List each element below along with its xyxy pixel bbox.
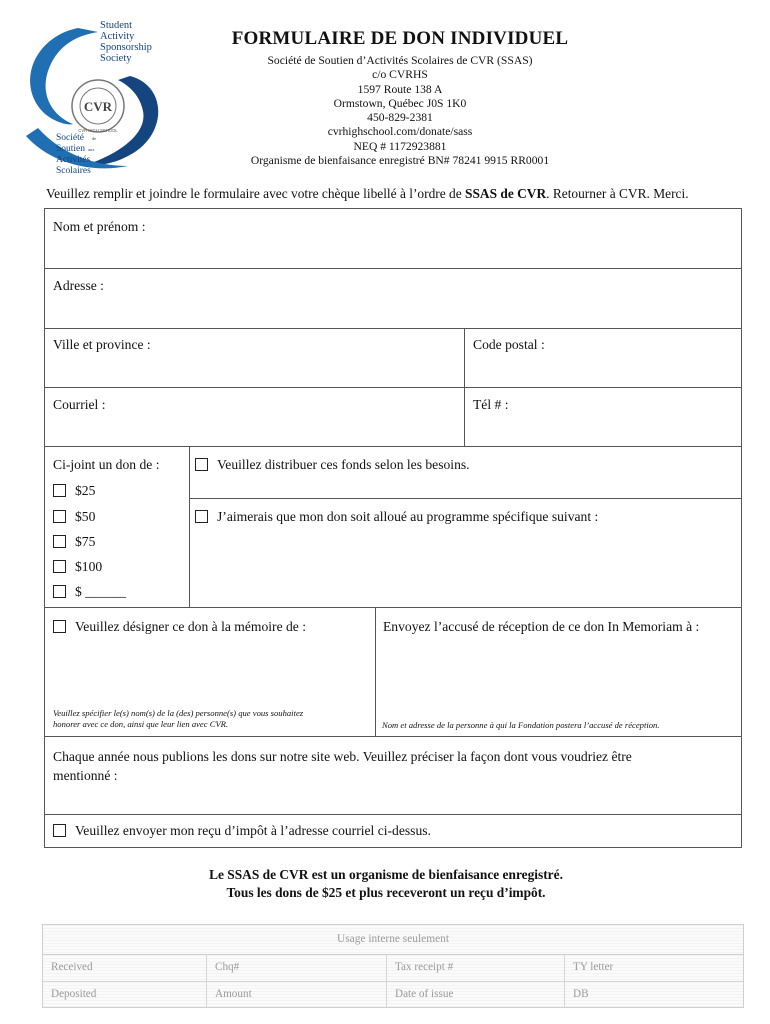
logo-word-fr-1: Société: [56, 133, 84, 143]
table-cell: TY letter: [573, 961, 614, 973]
amount-other-option[interactable]: $ ______: [53, 584, 126, 600]
amount-25-option[interactable]: $25: [53, 483, 95, 499]
phone-field[interactable]: [464, 387, 742, 447]
receipt-section: [44, 814, 742, 848]
in-memory-option[interactable]: Veuillez désigner ce don à la mémoire de :: [53, 619, 306, 635]
logo-small-aux: aux: [88, 147, 95, 152]
org-phone: 450-829-2381: [367, 111, 433, 125]
table-cell: Date of issue: [387, 981, 565, 1008]
checkbox[interactable]: [53, 535, 66, 548]
table-cell: Received: [43, 954, 207, 981]
checkbox[interactable]: [53, 824, 66, 837]
table-row: [43, 954, 743, 982]
amount-75-option[interactable]: $75: [53, 534, 95, 550]
instructions: Veuillez remplir et joindre le formulaire avec votre chèque libellé à l’ordre de SSAS de CVR. Retourner à CVR. Merci.: [46, 186, 689, 201]
table-cell: DB: [573, 988, 589, 1000]
phone-label: Tél # :: [473, 397, 509, 412]
logo-center-text: CVR: [83, 99, 113, 114]
postal-code-field[interactable]: [464, 328, 742, 388]
org-care-of: c/o CVRHS: [372, 68, 428, 82]
name-label: Nom et prénom :: [53, 219, 146, 234]
in-memory-section[interactable]: [44, 607, 376, 737]
donation-label: Ci-joint un don de :: [53, 457, 160, 472]
checkbox[interactable]: [195, 458, 208, 471]
charity-notice: [46, 866, 726, 902]
org-neq: NEQ # 1172923881: [353, 139, 447, 153]
publication-preference-field[interactable]: [44, 736, 742, 815]
org-name: Société de Soutien d’Activités Scolaires de CVR (SSAS): [267, 54, 533, 67]
form-title: FORMULAIRE DE DON INDIVIDUEL: [231, 28, 569, 49]
form-header: [190, 28, 610, 168]
distribute-option[interactable]: Veuillez distribuer ces fonds selon les besoins.: [195, 457, 470, 473]
donation-amount-section: [44, 446, 190, 608]
checkbox[interactable]: [53, 585, 66, 598]
table-cell: Deposited: [43, 981, 207, 1008]
checkbox[interactable]: [53, 484, 66, 497]
amount-100-option[interactable]: $100: [53, 559, 102, 575]
address-field[interactable]: [44, 268, 742, 329]
name-field[interactable]: [44, 208, 742, 269]
acknowledgement-section[interactable]: [375, 607, 742, 737]
table-cell: Tax receipt #: [387, 954, 565, 981]
logo-word-fr-2: Soutien: [56, 144, 86, 154]
org-street: 1597 Route 138 A: [357, 82, 443, 96]
acknowledgement-label: Envoyez l’accusé de réception de ce don In Memoriam à :: [383, 619, 700, 634]
email-label: Courriel :: [53, 397, 106, 412]
city-province-label: Ville et province :: [53, 337, 151, 352]
logo-seal-text: CVR HIGH SCHOOL: [78, 128, 118, 133]
charity-notice-line-1: Le SSAS de CVR est un organisme de bienfaisance enregistré.: [209, 867, 563, 882]
address-label: Adresse :: [53, 278, 104, 293]
table-cell: Amount: [207, 981, 387, 1008]
logo-word-fr-4: Scolaires: [56, 166, 91, 176]
org-website: cvrhighschool.com/donate/sass: [327, 125, 473, 139]
checkbox[interactable]: [195, 510, 208, 523]
email-receipt-option[interactable]: Veuillez envoyer mon reçu d’impôt à l’adresse courriel ci-dessus.: [53, 823, 431, 839]
logo-word-fr-3: Activités: [56, 155, 91, 165]
email-field[interactable]: [44, 387, 465, 447]
checkbox[interactable]: [53, 620, 66, 633]
table-row: [43, 981, 743, 1008]
postal-code-label: Code postal :: [473, 337, 545, 352]
ssas-logo: [18, 16, 178, 176]
internal-use-title: Usage interne seulement: [43, 925, 743, 955]
checkbox[interactable]: [53, 560, 66, 573]
logo-word-2: Activity: [100, 31, 135, 42]
internal-use-table: [42, 924, 744, 1008]
org-charity-number: Organisme de bienfaisance enregistré BN# 78241 9915 RR0001: [250, 154, 550, 168]
city-province-field[interactable]: [44, 328, 465, 388]
logo-word-1: Student: [100, 20, 133, 31]
checkbox[interactable]: [53, 510, 66, 523]
charity-notice-line-2: Tous les dons de $25 et plus receveront un reçu d’impôt.: [226, 885, 546, 900]
in-memory-note: Veuillez spécifier le(s) nom(s) de la (des) personne(s) que vous souhaitez honorer avec ce don, ainsi que leur lien avec CVR.: [53, 708, 304, 729]
table-cell: Chq#: [207, 954, 387, 981]
logo-small-de: de: [92, 136, 97, 141]
distribute-section: [189, 446, 742, 499]
specific-program-section[interactable]: [189, 498, 742, 608]
publication-preference-label: Chaque année nous publions les dons sur notre site web. Veuillez préciser la façon dont vous voudriez être mentionné :: [53, 749, 632, 783]
logo-word-3: Sponsorship: [100, 42, 152, 53]
specific-program-option[interactable]: J’aimerais que mon don soit alloué au programme spécifique suivant :: [195, 509, 598, 525]
amount-50-option[interactable]: $50: [53, 509, 95, 525]
acknowledgement-note: Nom et adresse de la personne à qui la Fondation postera l’accusé de réception.: [382, 720, 660, 730]
org-city: Ormstown, Québec J0S 1K0: [333, 96, 467, 110]
logo-word-4: Society: [100, 53, 132, 64]
